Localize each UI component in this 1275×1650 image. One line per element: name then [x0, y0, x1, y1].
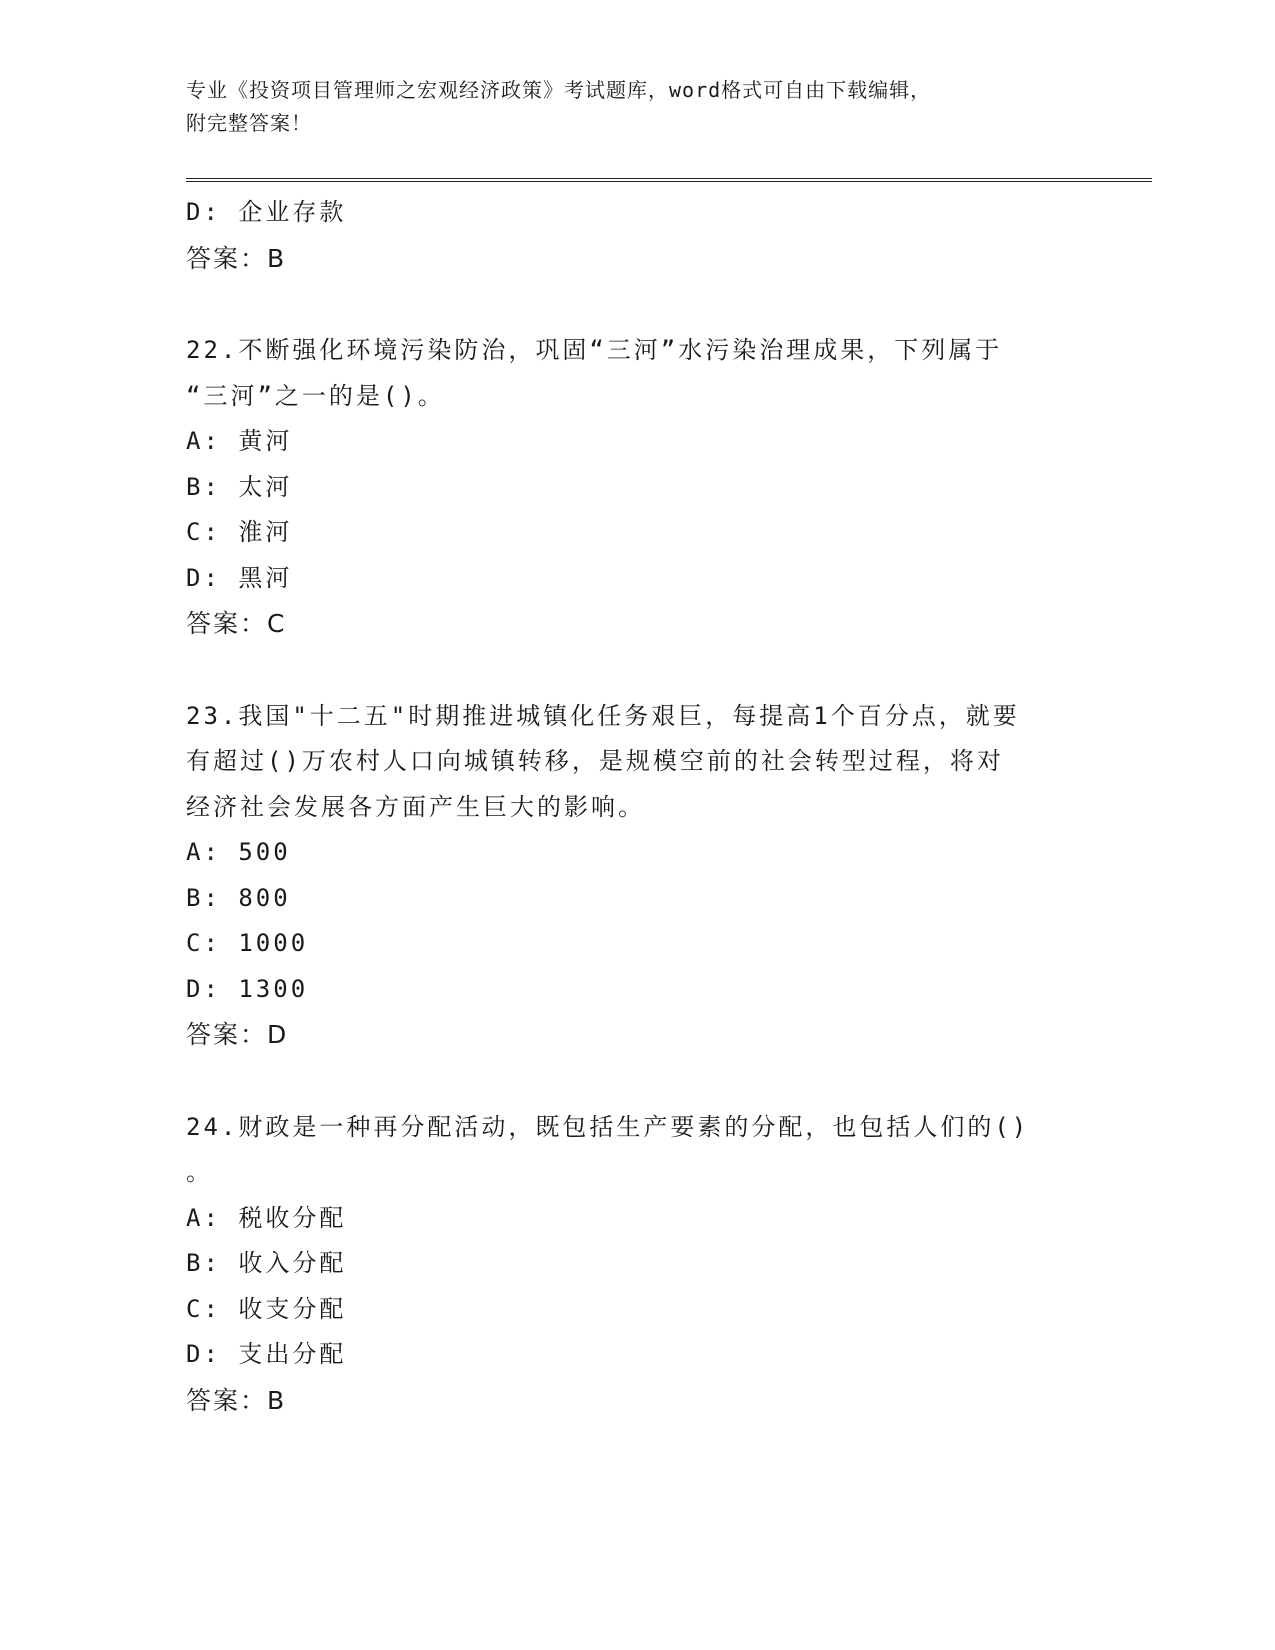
- option-c: C: 1000: [186, 929, 309, 957]
- option-c: C: 收支分配: [186, 1294, 347, 1323]
- option-a: A: 税收分配: [186, 1203, 347, 1232]
- question-22: [186, 328, 1086, 647]
- answer-line: 答案：C: [186, 609, 287, 638]
- question-stem-line: 。: [186, 1158, 213, 1186]
- answer-line: 答案：D: [186, 1020, 289, 1049]
- question-stem-line: 24.财政是一种再分配活动，既包括生产要素的分配，也包括人们的(): [186, 1112, 1030, 1141]
- option-d: D: 支出分配: [186, 1340, 347, 1368]
- option-d: D: 1300: [186, 974, 309, 1003]
- answer-line: 答案：B: [186, 243, 287, 273]
- option-b: B: 收入分配: [186, 1249, 347, 1277]
- option-d: D: 黑河: [186, 563, 293, 592]
- question-stem-line: 22.不断强化环境污染防治，巩固“三河”水污染治理成果，下列属于: [186, 336, 1003, 364]
- option-c: C: 淮河: [186, 518, 293, 546]
- header-divider: [186, 178, 1152, 182]
- question-stem-line: 经济社会发展各方面产生巨大的影响。: [186, 792, 645, 821]
- question-24: [186, 1105, 1086, 1424]
- answer-line: 答案：B: [186, 1385, 287, 1415]
- question-content: [186, 190, 1086, 1423]
- option-d: D: 企业存款: [186, 198, 347, 226]
- question-stem-line: 有超过()万农村人口向城镇转移，是规模空前的社会转型过程，将对: [186, 747, 1004, 775]
- header-line-2: 附完整答案！: [186, 111, 312, 135]
- option-a: A: 500: [186, 838, 291, 866]
- option-b: B: 太河: [186, 472, 293, 501]
- question-23: [186, 694, 1086, 1058]
- option-a: A: 黄河: [186, 427, 293, 455]
- option-b: B: 800: [186, 883, 291, 912]
- header-line-1: 专业《投资项目管理师之宏观经济政策》考试题库，word格式可自由下载编辑，: [186, 78, 932, 102]
- document-header: [186, 74, 1086, 140]
- question-stem-line: 23.我国"十二五"时期推进城镇化任务艰巨，每提高1个百分点，就要: [186, 701, 1020, 730]
- question-stem-line: “三河”之一的是()。: [186, 381, 445, 410]
